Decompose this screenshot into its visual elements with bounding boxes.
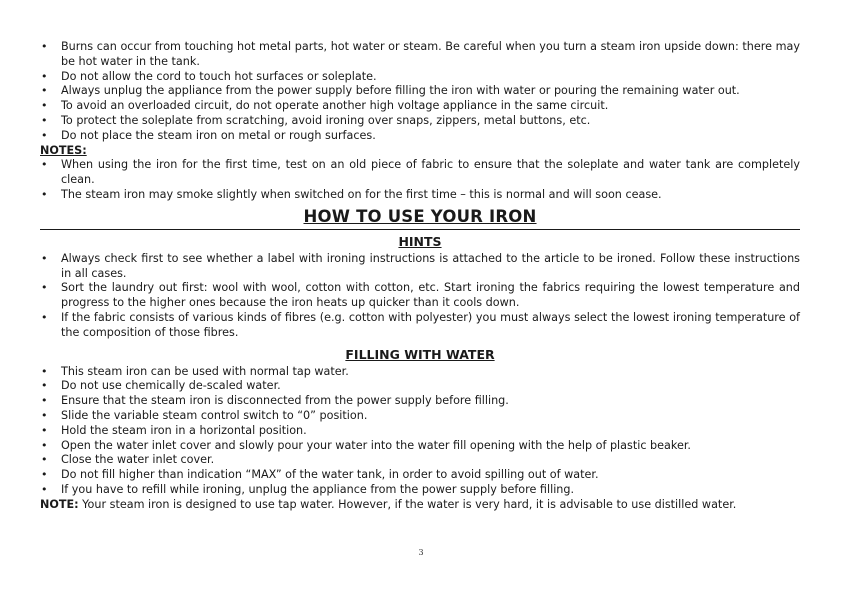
list-item: • Close the water inlet cover. [40,453,800,468]
list-item: • Burns can occur from touching hot metal parts, hot water or steam. Be careful when you turn a steam iron upside down: there may be hot water in the tank. [40,40,800,70]
note-text: Your steam iron is designed to use tap water. However, if the water is very hard, it is advisable to use distilled water. [78,497,737,511]
list-item: • To protect the soleplate from scratching, avoid ironing over snaps, zippers, metal buttons, etc. [40,114,800,129]
list-item: • When using the iron for the first time, test on an old piece of fabric to ensure that the soleplate and water tank are completely clean. [40,158,800,188]
list-item: • This steam iron can be used with normal tap water. [40,365,800,380]
list-item: • To avoid an overloaded circuit, do not operate another high voltage appliance in the same circuit. [40,99,800,114]
list-item: • Hold the steam iron in a horizontal position. [40,424,800,439]
list-item: • Open the water inlet cover and slowly pour your water into the water fill opening with the help of plastic beaker. [40,439,800,454]
list-item: • Slide the variable steam control switch to “0” position. [40,409,800,424]
list-item: • Always unplug the appliance from the power supply before filling the iron with water or pouring the remaining water out. [40,84,800,99]
list-item: • Do not allow the cord to touch hot surfaces or soleplate. [40,70,800,85]
list-item: • The steam iron may smoke slightly when switched on for the first time – this is normal and will soon cease. [40,188,800,203]
list-item: • Do not use chemically de-scaled water. [40,379,800,394]
list-item: • Do not place the steam iron on metal or rough surfaces. [40,129,800,144]
hints-heading: HINTS [398,233,442,249]
filling-list [40,365,800,498]
list-item: • Ensure that the steam iron is disconnected from the power supply before filling. [40,394,800,409]
page-title: HOW TO USE YOUR IRON [40,207,800,230]
list-item: • Sort the laundry out first: wool with wool, cotton with cotton, etc. Start ironing the fabrics requiring the lowest temperature and progress to the higher ones because the iron heats up quicker than it cools down. [40,281,800,311]
notes-list [40,158,800,202]
list-item: • If the fabric consists of various kinds of fibres (e.g. cotton with polyester) you must always select the lowest ironing temperature of the composition of those fibres. [40,311,800,341]
list-item: • Do not fill higher than indication “MAX” of the water tank, in order to avoid spilling out of water. [40,468,800,483]
document-page [40,40,800,513]
final-note [40,498,800,513]
hints-list [40,252,800,341]
list-item: • Always check first to see whether a label with ironing instructions is attached to the article to be ironed. Follow these instructions in all cases. [40,252,800,282]
list-item: • If you have to refill while ironing, unplug the appliance from the power supply before filling. [40,483,800,498]
note-label: NOTE: [40,497,79,511]
notes-heading: NOTES: [40,143,87,157]
safety-list [40,40,800,144]
filling-heading: FILLING WITH WATER [345,346,495,362]
page-number: 3 [418,548,424,557]
